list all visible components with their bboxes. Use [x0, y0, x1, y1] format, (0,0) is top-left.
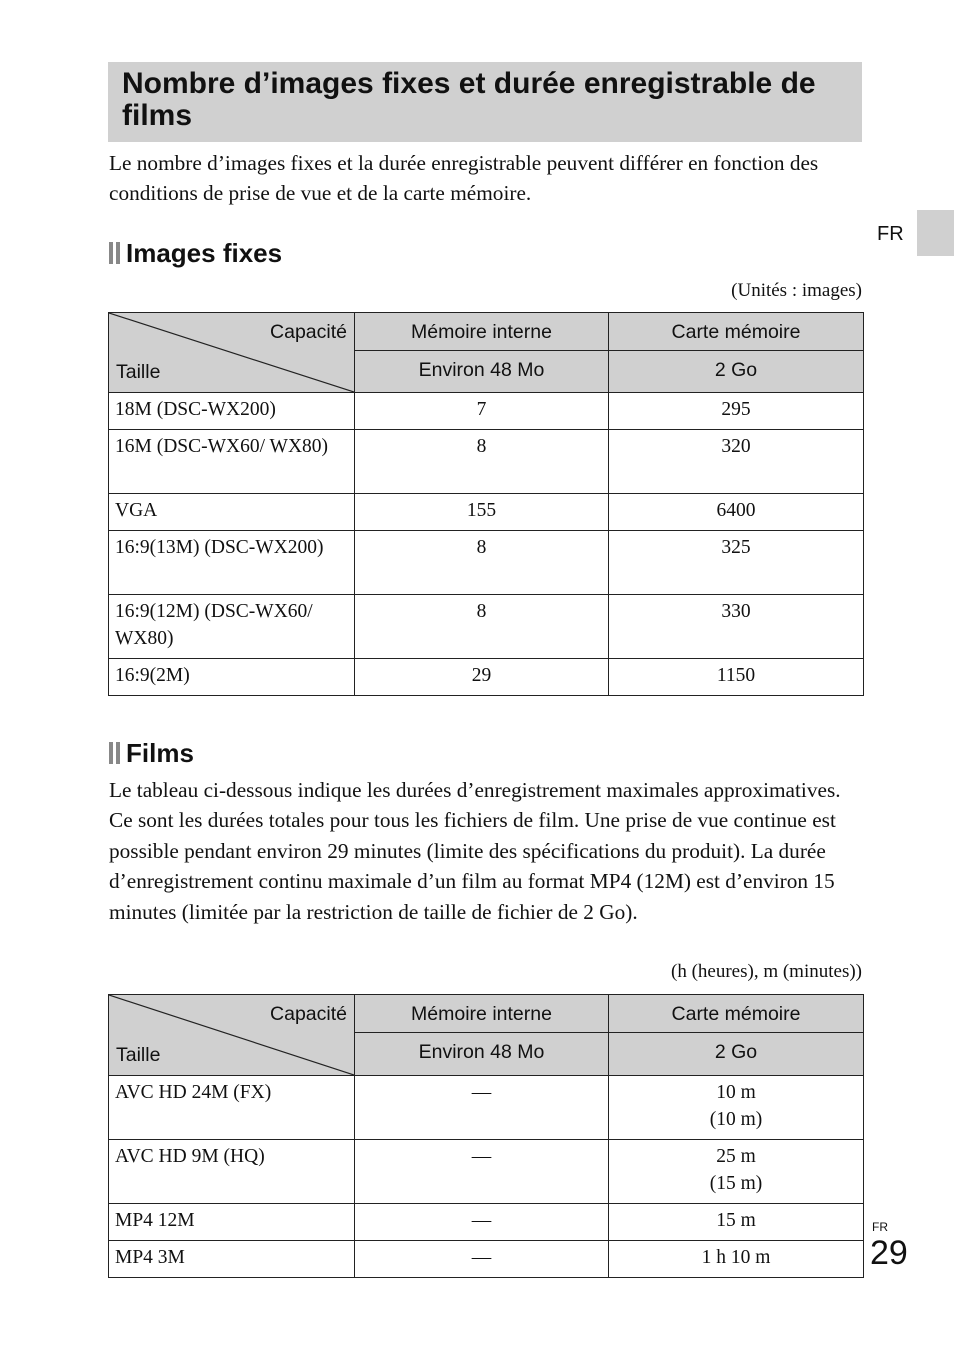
- row-internal: 155: [355, 494, 609, 531]
- section-marker-icon: [109, 242, 120, 264]
- films-paragraph: Le tableau ci-dessous indique les durées d’enregistrement maximales approximatives. Ce sont les durées totales pour tous les fichiers de film. Une prise de vue continue est possible pendant environ 29 minutes (limite des spécifications du produit). La durée d’enregistrement continu maximale d’un film au format MP4 (12M) est d’environ 15 minutes (limitée par la restriction de taille de fichier de 2 Go).: [109, 778, 841, 924]
- row-card: [609, 1076, 864, 1140]
- row-size: AVC HD 9M (HQ): [109, 1140, 355, 1204]
- images-heading-text: Images fixes: [126, 238, 283, 268]
- row-card-continuous: (15 m): [709, 1173, 763, 1194]
- table-row: [109, 1140, 864, 1204]
- language-tab: [917, 210, 954, 256]
- row-size: AVC HD 24M (FX): [109, 1076, 355, 1140]
- header-internal-memory: Mémoire interne: [355, 313, 609, 351]
- row-size: 18M (DSC-WX200): [109, 393, 355, 430]
- table-row: [109, 1241, 864, 1278]
- row-internal: —: [355, 1204, 609, 1241]
- row-card: 320: [609, 430, 864, 494]
- films-table: [108, 994, 864, 1278]
- row-internal: 8: [355, 531, 609, 595]
- row-internal: 7: [355, 393, 609, 430]
- header-card-size: 2 Go: [609, 351, 864, 393]
- row-size: VGA: [109, 494, 355, 531]
- row-internal: —: [355, 1241, 609, 1278]
- intro-paragraph: Le nombre d’images fixes et la durée enregistrable peuvent différer en fonction des conditions de prise de vue et de la carte mémoire.: [109, 151, 819, 206]
- row-card: 1150: [609, 659, 864, 696]
- row-size: 16:9(12M) (DSC-WX60/ WX80): [109, 595, 355, 659]
- header-internal-size: Environ 48 Mo: [355, 1033, 609, 1076]
- row-card: 1 h 10 m: [609, 1241, 864, 1278]
- row-internal: —: [355, 1140, 609, 1204]
- row-card-continuous: (10 m): [709, 1109, 763, 1130]
- table-row: [109, 595, 864, 659]
- row-internal: 29: [355, 659, 609, 696]
- row-internal: 8: [355, 595, 609, 659]
- table-row: [109, 659, 864, 696]
- table-row: [109, 531, 864, 595]
- films-corner-header: [109, 995, 355, 1076]
- row-card: 6400: [609, 494, 864, 531]
- size-label: Taille: [116, 361, 161, 383]
- capacity-label: Capacité: [270, 321, 347, 343]
- row-card: 325: [609, 531, 864, 595]
- table-row: [109, 494, 864, 531]
- header-card-size: 2 Go: [609, 1033, 864, 1076]
- size-label: Taille: [116, 1044, 161, 1066]
- row-internal: 8: [355, 430, 609, 494]
- row-card-value: 10 m: [716, 1082, 756, 1103]
- header-internal-memory: Mémoire interne: [355, 995, 609, 1033]
- films-unit-note: (h (heures), m (minutes)): [671, 961, 862, 982]
- images-unit-note: (Unités : images): [731, 280, 862, 301]
- table-row: [109, 430, 864, 494]
- row-size: 16:9(13M) (DSC-WX200): [109, 531, 355, 595]
- images-table: [108, 312, 864, 696]
- header-memory-card: Carte mémoire: [609, 313, 864, 351]
- row-size: 16:9(2M): [109, 659, 355, 696]
- images-corner-header: [109, 313, 355, 393]
- section-marker-icon: [109, 742, 120, 764]
- row-card: [609, 1140, 864, 1204]
- films-heading: [109, 738, 194, 768]
- capacity-label: Capacité: [270, 1003, 347, 1025]
- images-heading: [109, 238, 282, 268]
- table-row: [109, 1204, 864, 1241]
- row-size: MP4 3M: [109, 1241, 355, 1278]
- row-card: 295: [609, 393, 864, 430]
- header-memory-card: Carte mémoire: [609, 995, 864, 1033]
- row-internal: —: [355, 1076, 609, 1140]
- page-title: Nombre d’images fixes et durée enregistrable de films: [122, 67, 816, 132]
- table-row: [109, 393, 864, 430]
- table-row: [109, 1076, 864, 1140]
- title-banner: [108, 62, 862, 142]
- films-heading-text: Films: [126, 738, 194, 768]
- row-card: 15 m: [609, 1204, 864, 1241]
- page-lang-label: FR: [872, 1220, 888, 1234]
- page-number: 29: [870, 1234, 908, 1272]
- row-card: 330: [609, 595, 864, 659]
- row-size: 16M (DSC-WX60/ WX80): [109, 430, 355, 494]
- header-internal-size: Environ 48 Mo: [355, 351, 609, 393]
- language-tab-label: FR: [877, 223, 904, 245]
- row-card-value: 25 m: [716, 1146, 756, 1167]
- row-size: MP4 12M: [109, 1204, 355, 1241]
